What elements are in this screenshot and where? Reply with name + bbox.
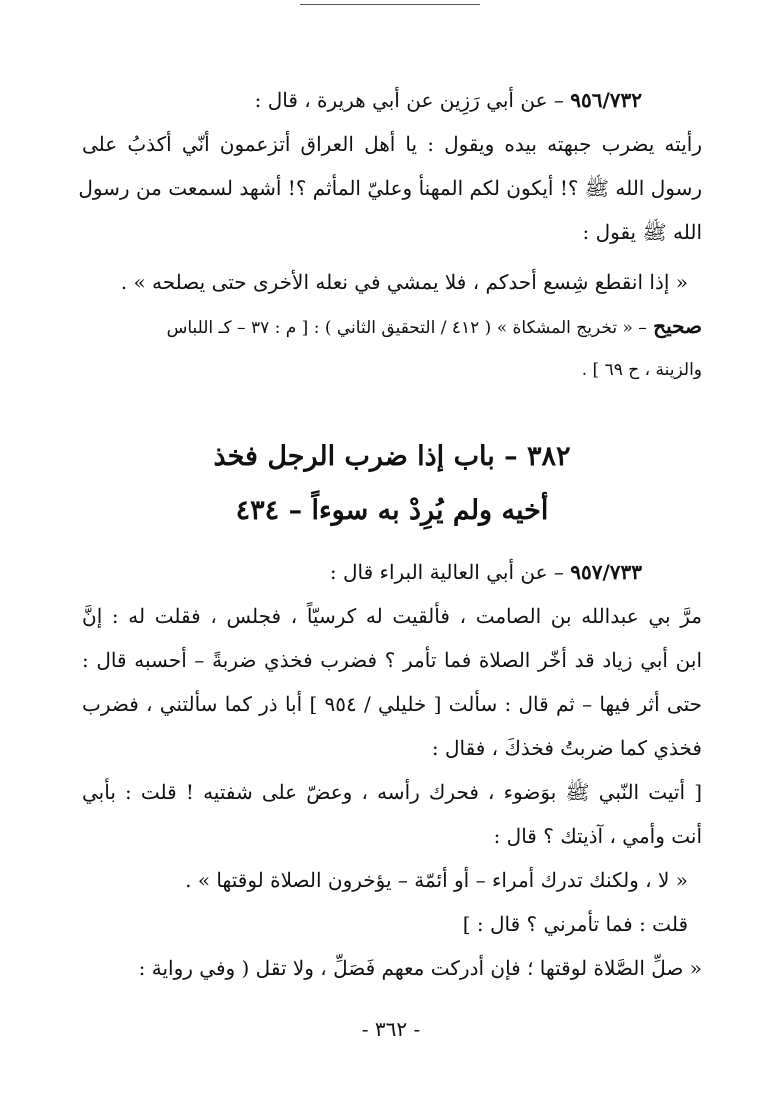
hadith-956-quote: « إذا انقطع شِسع أحدكم ، فلا يمشي في نعله الأخرى حتى يصلحه » . xyxy=(120,270,688,294)
chapter-title-line-2: أخيه ولم يُرِدْ به سوءاً – ٤٣٤ xyxy=(235,495,549,526)
chapter-title-line-1: ٣٨٢ – باب إذا ضرب الرجل فخذ xyxy=(213,441,571,472)
hadith-956-takhrij-1: – « تخريج المشكاة » ( ٤١٢ / التحقيق الثاني ) : [ م : ٣٧ – كـ اللباس xyxy=(166,318,647,338)
top-rule xyxy=(300,4,480,5)
hadith-956-takhrij xyxy=(82,304,702,348)
hadith-957-line-5: [ أتيت النّبي ﷺ بوَضوء ، فحرك رأسه ، وعضّ على شفتيه ! قلت : بأبي xyxy=(82,780,702,804)
hadith-956-line-2: رسول الله ﷺ ؟! أيكون لكم المهنأ وعليّ المأثم ؟! أشهد لسمعت من رسول xyxy=(78,176,702,200)
hadith-956-heading xyxy=(82,78,702,122)
hadith-956-grade: صحيح xyxy=(653,314,702,338)
hadith-957-line-9: « صلِّ الصَّلاة لوقتها ؛ فإن أدركت معهم فَصَلِّ ، ولا تقل ( وفي رواية : xyxy=(138,956,702,980)
hadith-956-intro: – عن أبي رَزِين عن أبي هريرة ، قال : xyxy=(254,88,564,112)
hadith-957-line-1: مرَّ بي عبدالله بن الصامت ، فألقيت له كرسيّاً ، فجلس ، فقلت له : إنَّ xyxy=(82,604,702,628)
page-number: - ٣٦٢ - xyxy=(361,1017,421,1041)
hadith-957-line-2: ابن أبي زياد قد أخّر الصلاة فما تأمر ؟ فضرب فخذي ضربةً – أحسبه قال : xyxy=(82,648,702,672)
hadith-956-number: ٩٥٦/٧٣٢ xyxy=(570,88,642,112)
hadith-957-heading xyxy=(82,550,702,594)
page-body xyxy=(78,78,703,990)
hadith-957-line-3: حتى أثر فيها – ثم قال : سألت [ خليلي / ٩٥٤ ] أبا ذر كما سألتني ، فضرب xyxy=(82,692,703,716)
hadith-956-line-3: الله ﷺ يقول : xyxy=(582,220,702,244)
hadith-956-takhrij-2: والزينة ، ح ٦٩ ] . xyxy=(581,360,702,380)
hadith-957-line-6: أنت وأمي ، آذيتك ؟ قال : xyxy=(493,824,702,848)
hadith-957-line-4: فخذي كما ضربتُ فخذكَ ، فقال : xyxy=(431,736,702,760)
hadith-957-number: ٩٥٧/٧٣٣ xyxy=(570,560,642,584)
hadith-957-line-7: « لا ، ولكنك تدرك أمراء – أو أئمّة – يؤخرون الصلاة لوقتها » . xyxy=(185,868,688,892)
hadith-956-line-1: رأيته يضرب جبهته بيده ويقول : يا أهل العراق أتزعمون أنّي أكذبُ على xyxy=(82,132,702,156)
hadith-957-intro: – عن أبي العالية البراء قال : xyxy=(329,560,564,584)
hadith-957-line-8: قلت : فما تأمرني ؟ قال : ] xyxy=(462,912,688,936)
